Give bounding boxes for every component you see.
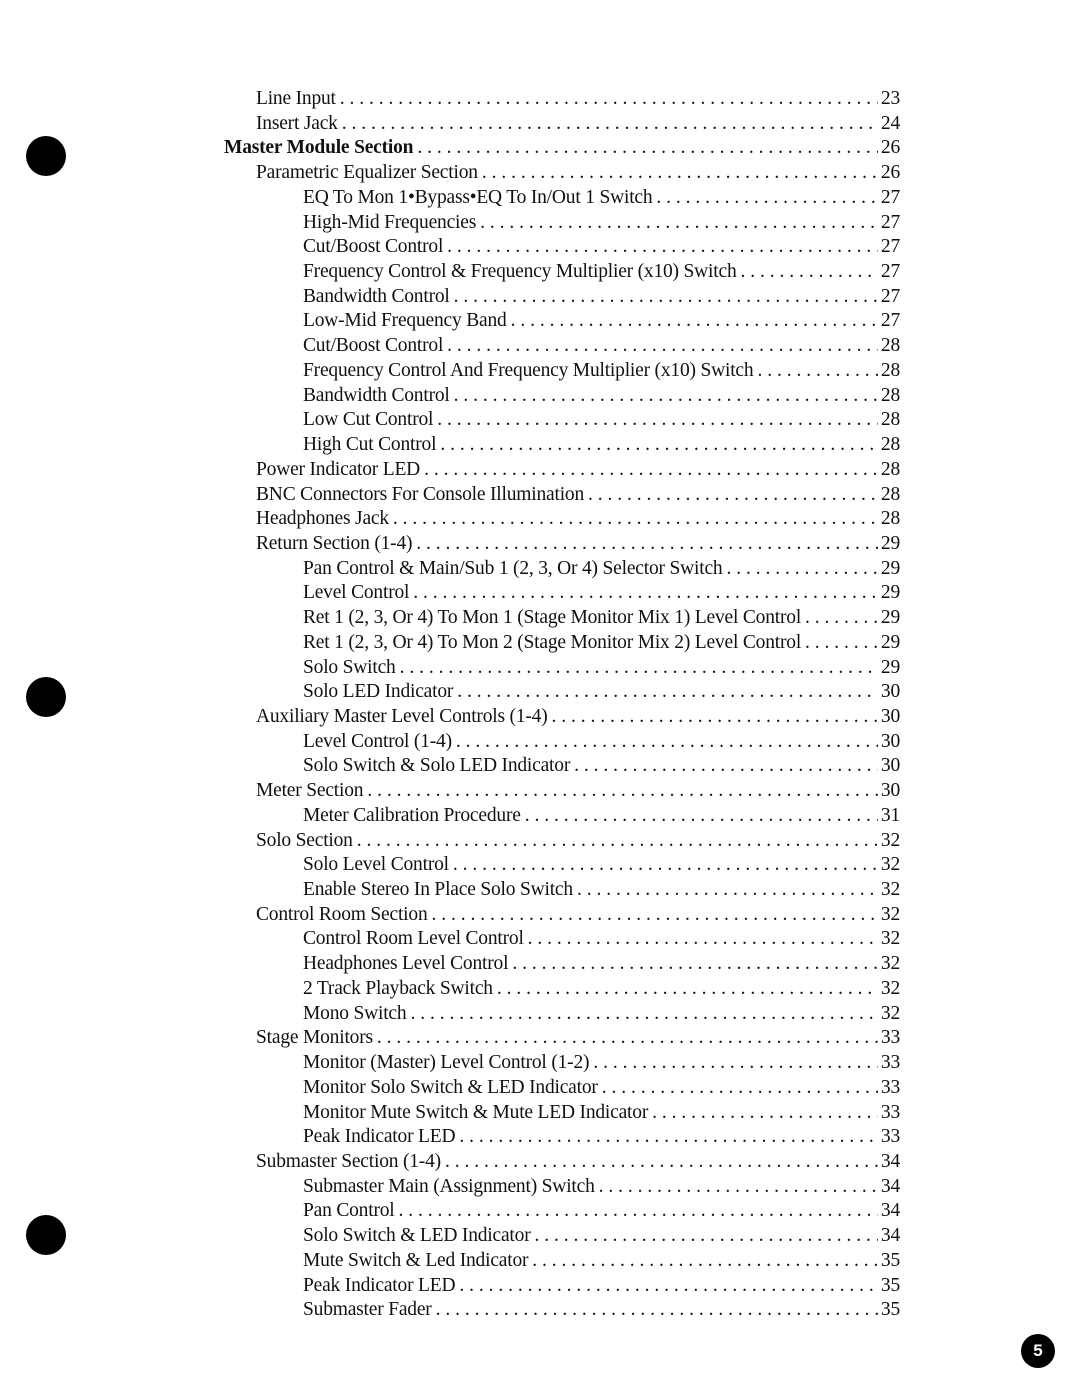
- dot-leader: [741, 260, 878, 284]
- toc-entry-title: Solo Switch & Solo LED Indicator: [303, 755, 571, 777]
- toc-entry-page: 33: [880, 1126, 900, 1148]
- toc-entry-page: 34: [880, 1175, 900, 1197]
- binder-hole-top: [26, 136, 66, 176]
- toc-entry: [303, 581, 900, 605]
- toc-entry: [256, 829, 900, 853]
- toc-entry: [303, 853, 900, 877]
- toc-entry-page: 27: [880, 211, 900, 233]
- toc-entry: [256, 458, 900, 482]
- dot-leader: [577, 878, 878, 902]
- toc-entry-page: 27: [880, 186, 900, 208]
- toc-entry-page: 28: [880, 458, 900, 480]
- toc-entry: [303, 680, 900, 704]
- toc-entry-title: Solo Switch & LED Indicator: [303, 1225, 531, 1247]
- dot-leader: [512, 952, 878, 976]
- toc-entry-page: 32: [880, 953, 900, 975]
- toc-entry-page: 33: [880, 1052, 900, 1074]
- toc-entry: [303, 211, 900, 235]
- toc-entry: [303, 730, 900, 754]
- dot-leader: [532, 1249, 878, 1273]
- dot-leader: [436, 1298, 878, 1322]
- toc-entry: [224, 136, 900, 160]
- dot-leader: [440, 433, 878, 457]
- toc-entry-page: 27: [880, 236, 900, 258]
- toc-entry-page: 28: [880, 409, 900, 431]
- toc-entry-title: Frequency Control & Frequency Multiplier (x10) Switch: [303, 261, 737, 283]
- toc-entry-title: Pan Control: [303, 1200, 395, 1222]
- dot-leader: [357, 829, 878, 853]
- toc-entry-title: Mute Switch & Led Indicator: [303, 1249, 529, 1271]
- toc-entry-page: 32: [880, 879, 900, 901]
- dot-leader: [552, 705, 878, 729]
- toc-entry-page: 32: [880, 903, 900, 925]
- toc-entry: [256, 483, 900, 507]
- toc-entry-title: Parametric Equalizer Section: [256, 162, 478, 184]
- dot-leader: [726, 557, 877, 581]
- dot-leader: [528, 927, 878, 951]
- toc-entry-title: Stage Monitors: [256, 1027, 373, 1049]
- toc-entry: [303, 631, 900, 655]
- toc-entry-title: High Cut Control: [303, 434, 437, 456]
- toc-entry-title: Low Cut Control: [303, 409, 434, 431]
- dot-leader: [447, 235, 878, 259]
- toc-entry: [303, 1051, 900, 1075]
- dot-leader: [399, 1199, 878, 1223]
- toc-entry-title: Line Input: [256, 88, 336, 109]
- dot-leader: [453, 853, 878, 877]
- toc-entry-title: Bandwidth Control: [303, 285, 450, 307]
- toc-entry-page: 35: [880, 1249, 900, 1271]
- toc-entry-title: Cut/Boost Control: [303, 236, 444, 258]
- toc-entry-page: 32: [880, 829, 900, 851]
- toc-entry-page: 32: [880, 1002, 900, 1024]
- toc-entry: [303, 977, 900, 1001]
- toc-entry-title: Insert Jack: [256, 112, 338, 134]
- toc-entry: [303, 878, 900, 902]
- dot-leader: [599, 1175, 878, 1199]
- dot-leader: [482, 161, 878, 185]
- toc-entry-title: Pan Control & Main/Sub 1 (2, 3, Or 4) Selector Switch: [303, 557, 723, 579]
- dot-leader: [410, 1002, 877, 1026]
- toc-entry-page: 27: [880, 310, 900, 332]
- dot-leader: [574, 754, 878, 778]
- dot-leader: [445, 1150, 878, 1174]
- toc-entry-page: 27: [880, 261, 900, 283]
- dot-leader: [367, 779, 878, 803]
- page-number-badge: 5: [1021, 1334, 1055, 1368]
- toc-entry: [303, 927, 900, 951]
- toc-entry-page: 28: [880, 359, 900, 381]
- dot-leader: [511, 309, 878, 333]
- toc-entry-page: 23: [880, 88, 900, 109]
- toc-entry-title: Submaster Section (1-4): [256, 1150, 441, 1172]
- toc-entry-title: Monitor Mute Switch & Mute LED Indicator: [303, 1101, 649, 1123]
- toc-entry-title: Headphones Level Control: [303, 953, 509, 975]
- toc-entry-title: Meter Section: [256, 780, 364, 802]
- toc-entry: [256, 903, 900, 927]
- toc-entry-title: Monitor Solo Switch & LED Indicator: [303, 1076, 598, 1098]
- toc-entry: [256, 779, 900, 803]
- toc-entry-page: 29: [880, 532, 900, 554]
- toc-entry: [303, 408, 900, 432]
- toc-entry-page: 33: [880, 1101, 900, 1123]
- toc-entry: [303, 1224, 900, 1248]
- toc-entry-page: 28: [880, 335, 900, 357]
- toc-entry: [303, 309, 900, 333]
- toc-entry-page: 29: [880, 656, 900, 678]
- dot-leader: [593, 1051, 878, 1075]
- dot-leader: [497, 977, 878, 1001]
- toc-entry-title: Peak Indicator LED: [303, 1126, 456, 1148]
- toc-entry-title: High-Mid Frequencies: [303, 211, 477, 233]
- toc-entry-title: Meter Calibration Procedure: [303, 804, 521, 826]
- toc-entry: [303, 606, 900, 630]
- toc-entry: [303, 1076, 900, 1100]
- toc-entry-title: 2 Track Playback Switch: [303, 977, 493, 999]
- toc-entry-title: Control Room Section: [256, 903, 428, 925]
- dot-leader: [805, 606, 878, 630]
- toc-entry-page: 35: [880, 1274, 900, 1296]
- dot-leader: [417, 136, 878, 160]
- dot-leader: [805, 631, 878, 655]
- toc-entry: [303, 433, 900, 457]
- dot-leader: [454, 285, 878, 309]
- dot-leader: [459, 1125, 878, 1149]
- toc-entry: [256, 705, 900, 729]
- toc-entry-title: Level Control (1-4): [303, 730, 452, 752]
- toc-entry-title: Solo Section: [256, 829, 353, 851]
- toc-entry: [303, 334, 900, 358]
- toc-entry: [303, 1298, 900, 1322]
- dot-leader: [535, 1224, 878, 1248]
- toc-entry-page: 32: [880, 854, 900, 876]
- toc-entry-page: 34: [880, 1200, 900, 1222]
- toc-entry: [303, 1199, 900, 1223]
- toc-entry-title: EQ To Mon 1•Bypass•EQ To In/Out 1 Switch: [303, 186, 653, 208]
- toc-entry-page: 28: [880, 483, 900, 505]
- toc-entry: [256, 507, 900, 531]
- toc-entry-title: Level Control: [303, 582, 410, 604]
- toc-entry: [303, 359, 900, 383]
- binder-hole-middle: [26, 677, 66, 717]
- toc-entry: [303, 754, 900, 778]
- toc-entry: [256, 161, 900, 185]
- dot-leader: [525, 804, 878, 828]
- toc-entry: [256, 1026, 900, 1050]
- dot-leader: [400, 656, 878, 680]
- toc-entry-title: Ret 1 (2, 3, Or 4) To Mon 2 (Stage Monitor Mix 2) Level Control: [303, 631, 802, 653]
- toc-entry-page: 29: [880, 557, 900, 579]
- toc-entry-title: Submaster Fader: [303, 1299, 432, 1321]
- toc-entry-title: Monitor (Master) Level Control (1-2): [303, 1052, 590, 1074]
- dot-leader: [757, 359, 877, 383]
- dot-leader: [480, 211, 878, 235]
- dot-leader: [457, 680, 878, 704]
- toc-entry: [303, 1101, 900, 1125]
- toc-entry: [303, 804, 900, 828]
- toc-entry-title: BNC Connectors For Console Illumination: [256, 483, 585, 505]
- toc-entry-title: Peak Indicator LED: [303, 1274, 456, 1296]
- toc-entry: [303, 1125, 900, 1149]
- toc-entry-page: 30: [880, 730, 900, 752]
- toc-entry-page: 30: [880, 706, 900, 727]
- toc-entry-page: 33: [880, 1027, 900, 1049]
- dot-leader: [456, 730, 878, 754]
- toc-entry-page: 28: [880, 434, 900, 456]
- toc-entry: [303, 656, 900, 680]
- dot-leader: [602, 1076, 878, 1100]
- toc-entry: [303, 1002, 900, 1026]
- dot-leader: [342, 112, 878, 136]
- toc-entry-title: Return Section (1-4): [256, 532, 413, 554]
- toc-entry-page: 28: [880, 384, 900, 406]
- toc-entry: [303, 557, 900, 581]
- toc-entry: [303, 1249, 900, 1273]
- toc-entry: [303, 1274, 900, 1298]
- toc-entry: [256, 532, 900, 556]
- toc-entry-title: Control Room Level Control: [303, 928, 524, 950]
- toc-entry-title: Master Module Section: [224, 137, 414, 159]
- toc-entry-title: Low-Mid Frequency Band: [303, 310, 507, 332]
- toc-entry-title: Ret 1 (2, 3, Or 4) To Mon 1 (Stage Monitor Mix 1) Level Control: [303, 607, 802, 629]
- dot-leader: [437, 408, 878, 432]
- dot-leader: [656, 186, 877, 210]
- toc-entry-page: 30: [880, 780, 900, 802]
- toc-entry-page: 24: [880, 112, 900, 134]
- toc-entry: [256, 112, 900, 136]
- toc-entry-page: 29: [880, 582, 900, 604]
- toc-entry-title: Mono Switch: [303, 1002, 407, 1024]
- binder-hole-bottom: [26, 1215, 66, 1255]
- toc-entry-title: Bandwidth Control: [303, 384, 450, 406]
- dot-leader: [454, 384, 878, 408]
- toc-entry-page: 27: [880, 285, 900, 307]
- toc-entry-page: 35: [880, 1299, 900, 1321]
- toc-entry: [303, 1175, 900, 1199]
- toc-entry-page: 26: [880, 162, 900, 184]
- toc-entry: [256, 1150, 900, 1174]
- toc-entry-page: 30: [880, 755, 900, 777]
- toc-entry-page: 29: [880, 631, 900, 653]
- toc-entry-title: Enable Stereo In Place Solo Switch: [303, 879, 573, 901]
- toc-entry-title: Solo Switch: [303, 656, 396, 678]
- dot-leader: [416, 532, 878, 556]
- toc-entry-page: 32: [880, 928, 900, 950]
- toc-entry-title: Headphones Jack: [256, 508, 389, 530]
- dot-leader: [340, 87, 878, 111]
- toc-entry-page: 31: [880, 804, 900, 826]
- dot-leader: [459, 1274, 878, 1298]
- toc-entry: [303, 235, 900, 259]
- dot-leader: [432, 903, 878, 927]
- toc-entry-title: Submaster Main (Assignment) Switch: [303, 1175, 595, 1197]
- dot-leader: [588, 483, 878, 507]
- toc-entry-title: Power Indicator LED: [256, 458, 421, 480]
- toc-entry-page: 29: [880, 607, 900, 629]
- toc-entry-page: 33: [880, 1076, 900, 1098]
- toc-entry-page: 26: [880, 137, 900, 159]
- toc-entry-title: Solo LED Indicator: [303, 681, 454, 703]
- toc-entry: [303, 384, 900, 408]
- toc-entry: [303, 285, 900, 309]
- toc-entry-title: Frequency Control And Frequency Multiplier (x10) Switch: [303, 359, 754, 381]
- toc-entry-title: Auxiliary Master Level Controls (1-4): [256, 706, 548, 727]
- toc-entry: [256, 87, 900, 111]
- toc-entry-page: 30: [880, 681, 900, 703]
- toc-entry-page: 34: [880, 1225, 900, 1247]
- toc-entry-page: 28: [880, 508, 900, 530]
- dot-leader: [424, 458, 878, 482]
- toc-entry: [303, 186, 900, 210]
- dot-leader: [377, 1026, 878, 1050]
- dot-leader: [652, 1101, 878, 1125]
- toc-entry-title: Solo Level Control: [303, 854, 449, 876]
- toc-entry: [303, 260, 900, 284]
- toc-entry-page: 34: [880, 1150, 900, 1172]
- dot-leader: [413, 581, 878, 605]
- dot-leader: [393, 507, 878, 531]
- toc-entry: [303, 952, 900, 976]
- dot-leader: [447, 334, 878, 358]
- toc-entry-page: 32: [880, 977, 900, 999]
- toc-entry-title: Cut/Boost Control: [303, 335, 444, 357]
